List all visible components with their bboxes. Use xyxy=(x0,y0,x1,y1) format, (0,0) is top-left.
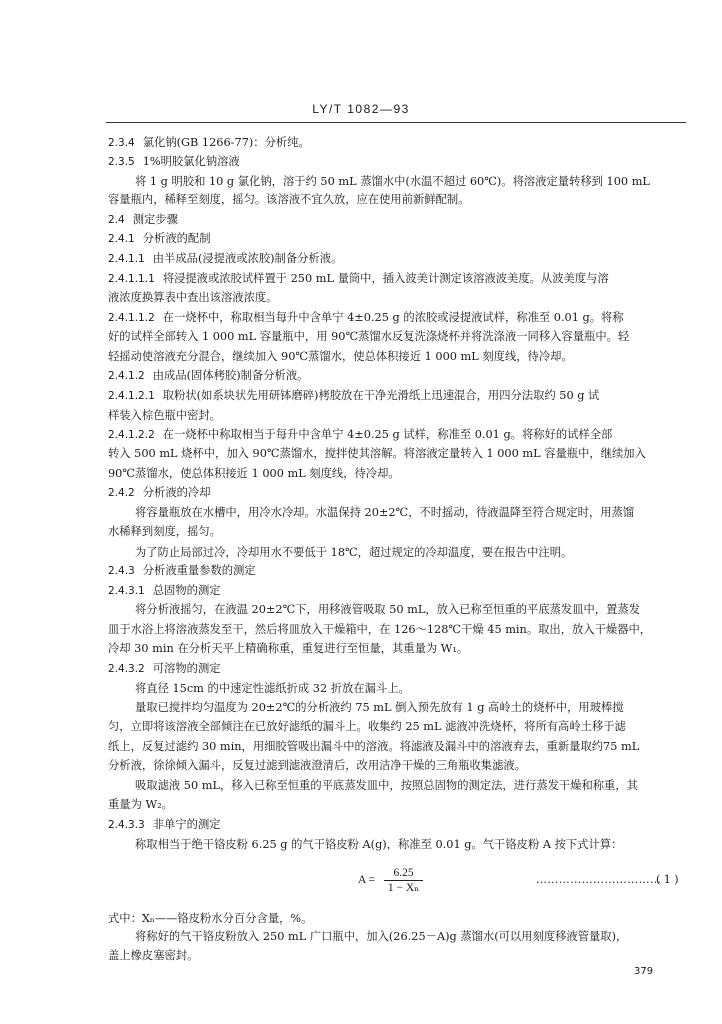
text-line xyxy=(135,175,650,189)
line-text: 分析液的配制 xyxy=(142,232,211,245)
line-text: 由半成品(浸提液或浓胶)制备分析液。 xyxy=(152,252,343,265)
text-line xyxy=(108,252,342,266)
line-text: 将分析液摇匀，在液温 20±2℃下，用移液管吸取 50 mL，放入已称至恒重的平底蒸发皿中，置蒸发 xyxy=(135,603,641,616)
formula-denominator: 1 − Xₙ xyxy=(387,882,420,894)
line-text: 将称好的气干铬皮粉放入 250 mL 广口瓶中，加入(26.25－A)g 蒸馏水(可以用刻度移液管量取)， xyxy=(135,930,628,943)
line-text: 1%明胶氯化钠溶液 xyxy=(142,155,240,168)
text-line xyxy=(108,662,221,676)
text-line xyxy=(108,447,646,461)
line-text: 称取相当于绝干铬皮粉 6.25 g 的气干铬皮粉 A(g)，称准至 0.01 g。气干铬皮粉 A 按下式计算： xyxy=(135,838,623,851)
line-text: 皿于水浴上将溶液蒸发至干，然后将皿放入干燥箱中，在 126～128℃干燥 45 min。取出，放入干燥器中， xyxy=(108,623,652,636)
line-text: 样装入棕色瓶中密封。 xyxy=(108,409,221,422)
section-number: 2.4.1 xyxy=(108,233,135,245)
text-line xyxy=(108,642,468,656)
section-number: 2.4.1.1.1 xyxy=(108,273,155,285)
line-text: 匀，立即将该溶液全部倾注在已放好滤纸的漏斗上。收集约 25 mL 滤液冲洗烧杯，将所有高岭土移于滤 xyxy=(108,720,626,733)
line-text: 氯化钠(GB 1266-77)：分析纯。 xyxy=(142,136,310,149)
formula-1 xyxy=(358,866,423,895)
text-line xyxy=(108,467,400,481)
text-line xyxy=(135,701,624,715)
text-line xyxy=(108,428,612,442)
text-line xyxy=(135,506,634,520)
line-text: 重量为 W₂。 xyxy=(108,798,173,811)
text-line xyxy=(135,682,410,696)
line-text: 冷却 30 min 在分析天平上精确称重，重复进行至恒量，其重量为 W₁。 xyxy=(108,642,469,655)
line-text: 分析液，徐徐倾入漏斗，反复过滤到滤液澄清后，改用洁净干燥的三角瓶收集滤液。 xyxy=(108,759,526,772)
line-text: 好的试样全部转入 1 000 mL 容量瓶中，用 90℃蒸馏水反复洗涤烧杯并将洗涤液一同移入容量瓶中。轻 xyxy=(108,330,630,343)
text-line xyxy=(108,564,256,578)
text-line xyxy=(135,779,638,793)
line-text: 容量瓶内，稀释至刻度，摇匀。该溶液不宜久放，应在使用前新鲜配制。 xyxy=(108,193,470,206)
section-number: 2.4.1.1 xyxy=(108,253,145,265)
line-text: 由成品(固体栲胶)制备分析液。 xyxy=(152,369,309,382)
text-line xyxy=(108,949,198,963)
line-text: 水稀释到刻度，摇匀。 xyxy=(108,525,221,538)
text-line xyxy=(108,409,221,423)
line-text: 将 1 g 明胶和 10 g 氯化钠，溶于约 50 mL 蒸馏水中(水温不超过 60℃)。将溶液定量转移到 100 mL xyxy=(135,175,650,188)
section-number: 2.4.3.1 xyxy=(108,585,145,597)
line-text: 可溶物的测定 xyxy=(152,662,221,675)
text-line xyxy=(108,818,221,832)
text-line xyxy=(108,584,221,598)
line-text: 吸取滤液 50 mL，移入已称至恒重的平底蒸发皿中，按照总固物的测定法，进行蒸发干燥和称重，其 xyxy=(135,779,638,792)
formula-lhs: A = xyxy=(358,874,376,887)
text-line xyxy=(108,623,651,637)
section-number: 2.4.1.1.2 xyxy=(108,312,155,324)
line-text: 测定步骤 xyxy=(132,213,178,226)
section-number: 2.4.1.2.2 xyxy=(108,429,155,441)
section-number: 2.4.3.2 xyxy=(108,663,145,675)
section-number: 2.3.5 xyxy=(108,156,135,168)
line-text: 非单宁的测定 xyxy=(152,818,221,831)
section-number: 2.4.1.2.1 xyxy=(108,390,155,402)
header-rule xyxy=(106,122,686,123)
line-text: 盖上橡皮塞密封。 xyxy=(108,949,199,962)
text-line xyxy=(108,759,526,773)
line-text: 为了防止局部过冷，冷却用水不要低于 18℃，超过规定的冷却温度，要在报告中注明。 xyxy=(135,546,573,559)
text-line xyxy=(135,930,627,944)
text-line xyxy=(108,136,310,150)
text-line xyxy=(108,389,599,403)
section-number: 2.4.3 xyxy=(108,565,135,577)
line-text: 在一烧杯中，称取相当每升中含单宁 4±0.25 g 的浓胶或浸提液试样，称准至 0.01 g。将称 xyxy=(162,311,624,324)
text-line xyxy=(135,838,622,852)
text-line xyxy=(108,486,211,500)
text-line xyxy=(108,272,609,286)
line-text: 液浓度换算表中查出该溶液浓度。 xyxy=(108,291,278,304)
text-line xyxy=(108,525,221,539)
text-line xyxy=(108,213,178,227)
formula-leader-dots: …………………………… xyxy=(536,873,662,886)
line-text: 在一烧杯中称取相当于每升中含单宁 4±0.25 g 试样，称准至 0.01 g。将称好的试样全部 xyxy=(162,428,613,441)
line-text: 取粉状(如系块状先用研钵磨碎)栲胶放在干净光滑纸上迅速混合，用四分法取约 50 g 试 xyxy=(162,389,600,402)
text-line xyxy=(135,546,572,560)
line-text: 将容量瓶放在水槽中，用冷水冷却。水温保持 20±2℃，不时摇动，待液温降至符合规定时，用蒸馏 xyxy=(135,506,635,519)
line-text: 纸上，反复过滤约 30 min，用细胶管吸出漏斗中的溶液。将滤液及漏斗中的溶液弃去，重新量取约75 mL xyxy=(108,740,640,753)
page-number: 379 xyxy=(634,966,654,977)
text-line xyxy=(108,798,173,812)
line-text: 总固物的测定 xyxy=(152,584,221,597)
standard-code-header: LY/T 1082—93 xyxy=(312,102,410,116)
text-line xyxy=(108,155,240,169)
section-number: 2.4.2 xyxy=(108,487,135,499)
line-text: 分析液重量参数的测定 xyxy=(142,564,256,577)
text-line xyxy=(108,311,624,325)
text-line xyxy=(135,603,640,617)
text-line xyxy=(108,740,639,754)
formula-fraction xyxy=(384,866,423,895)
text-line xyxy=(108,350,573,364)
text-line xyxy=(108,720,626,734)
section-number: 2.4.3.3 xyxy=(108,819,145,831)
line-text: 式中：Xₙ——铬皮粉水分百分含量，%。 xyxy=(108,912,313,925)
line-text: 90℃蒸馏水，使总体积接近 1 000 mL 刻度线，待冷却。 xyxy=(108,467,400,480)
text-line xyxy=(108,369,308,383)
line-text: 量取已搅拌均匀温度为 20±2℃的分析液约 75 mL 倒入预先放有 1 g 高岭土的烧杯中，用玻棒搅 xyxy=(135,701,624,714)
text-line xyxy=(108,193,470,207)
line-text: 转入 500 mL 烧杯中，加入 90℃蒸馏水，搅拌使其溶解。将溶液定量转入 1 000 mL 容量瓶中，继续加入 xyxy=(108,447,646,460)
section-number: 2.4.1.2 xyxy=(108,370,145,382)
line-text: 将浸提液或浓胶试样置于 250 mL 量筒中，插入波美计测定该溶液波美度。从波美度与溶 xyxy=(162,272,609,285)
text-line xyxy=(108,912,312,926)
section-number: 2.4 xyxy=(108,214,125,226)
formula-equation-number: ( 1 ) xyxy=(656,873,679,886)
text-line xyxy=(108,291,277,305)
formula-numerator: 6.25 xyxy=(384,866,423,881)
line-text: 分析液的冷却 xyxy=(142,486,211,499)
text-line xyxy=(108,330,629,344)
line-text: 将直径 15cm 的中速定性滤纸折成 32 折放在漏斗上。 xyxy=(135,682,410,695)
section-number: 2.3.4 xyxy=(108,137,135,149)
line-text: 轻摇动使溶液充分混合，继续加入 90℃蒸馏水，使总体积接近 1 000 mL 刻度线，待冷却。 xyxy=(108,350,573,363)
text-line xyxy=(108,232,211,246)
